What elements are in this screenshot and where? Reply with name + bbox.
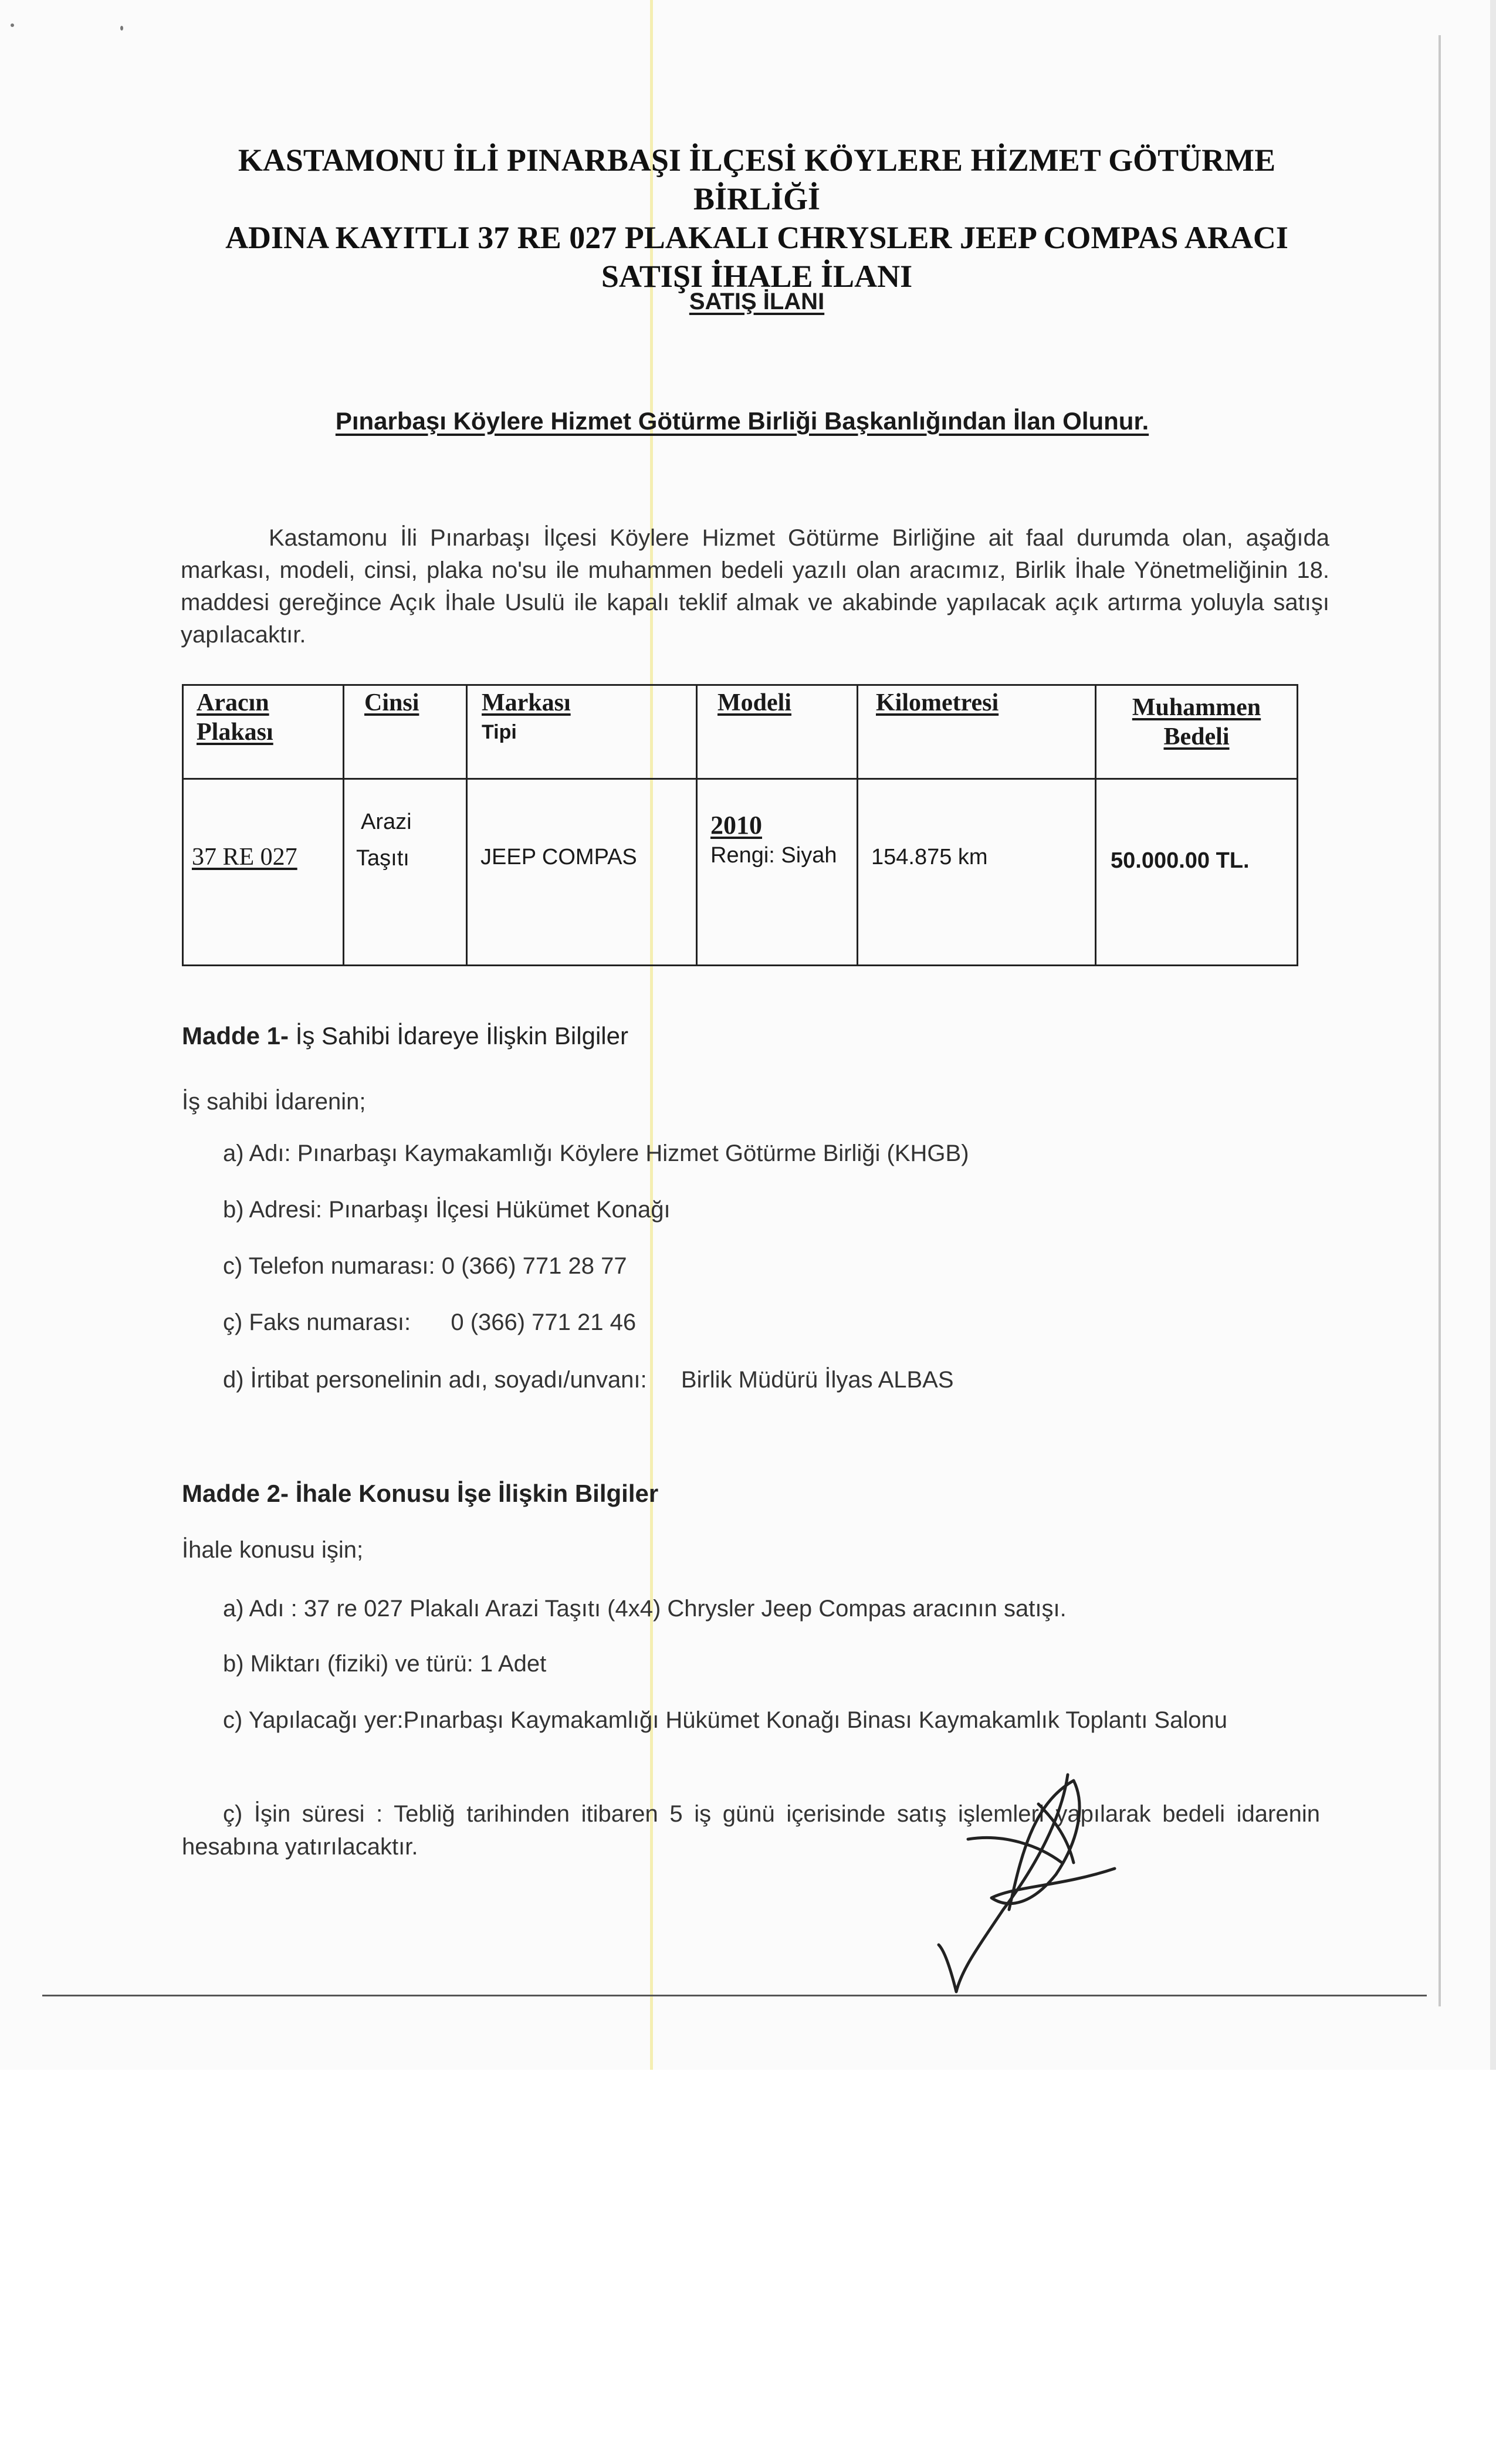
intro-paragraph bbox=[181, 522, 1329, 651]
cell-price bbox=[1096, 779, 1298, 966]
header-km bbox=[858, 685, 1096, 779]
cell-brand bbox=[467, 779, 697, 966]
fax-label: ç) Faks numarası: bbox=[223, 1309, 411, 1335]
madde2-item-a: a) Adı : 37 re 027 Plakalı Arazi Taşıtı (4x4) Chrysler Jeep Compas aracının satışı. bbox=[223, 1596, 1067, 1622]
page-edge-shadow bbox=[1490, 0, 1496, 2070]
madde1-lead: İş sahibi İdarenin; bbox=[182, 1089, 366, 1115]
brand-value: JEEP COMPAS bbox=[480, 845, 637, 869]
header-model-label: Modeli bbox=[717, 689, 791, 716]
fax-value: 0 (366) 771 21 46 bbox=[451, 1309, 637, 1335]
madde2-item-cc: ç) İşin süresi : Tebliğ tarihinden itibaren 5 iş günü içerisinde satış işlemleri yapılarak bedeli idarenin hesabına yatırılacaktır. bbox=[182, 1801, 1320, 1860]
madde1-heading bbox=[182, 1022, 628, 1050]
type-line1: Arazi bbox=[361, 810, 412, 834]
title-line-1: KASTAMONU İLİ PINARBAŞI İLÇESİ KÖYLERE HİZMET GÖTÜRME BİRLİĞİ bbox=[238, 143, 1276, 216]
madde1-item-a: a) Adı: Pınarbaşı Kaymakamlığı Köylere Hizmet Götürme Birliği (KHGB) bbox=[223, 1140, 969, 1166]
madde1-item-cc bbox=[223, 1309, 636, 1336]
madde2-item-b: b) Miktarı (fiziki) ve türü: 1 Adet bbox=[223, 1651, 547, 1677]
header-type bbox=[344, 685, 467, 779]
header-plate bbox=[183, 685, 344, 779]
type-line2: Taşıtı bbox=[356, 846, 409, 871]
table-header-row bbox=[183, 685, 1298, 779]
price-value: 50.000.00 TL. bbox=[1111, 848, 1250, 873]
madde1-title: İş Sahibi İdareye İlişkin Bilgiler bbox=[295, 1022, 628, 1050]
contact-value: Birlik Müdürü İlyas ALBAS bbox=[681, 1367, 954, 1393]
plate-value: 37 RE 027 bbox=[192, 844, 297, 871]
signature-icon bbox=[921, 1769, 1144, 2003]
header-type-label: Cinsi bbox=[364, 689, 419, 716]
madde2-lead: İhale konusu işin; bbox=[182, 1537, 364, 1563]
madde2-heading: Madde 2- İhale Konusu İşe İlişkin Bilgiler bbox=[182, 1480, 659, 1507]
contact-label: d) İrtibat personelinin adı, soyadı/unvanı: bbox=[223, 1367, 647, 1393]
madde1-item-c: c) Telefon numarası: 0 (366) 771 28 77 bbox=[223, 1253, 627, 1279]
scan-speck bbox=[11, 23, 14, 27]
cell-type bbox=[344, 779, 467, 966]
intro-text: Kastamonu İli Pınarbaşı İlçesi Köylere Hizmet Götürme Birliğine ait faal durumda olan, aşağıda markası, modeli, cinsi, plaka no'su ile muhammen bedeli yazılı olan aracımız, Birlik İhale Yönetmeliğinin 18. maddesi gereğince Açık İhale Usulü ile kapalı teklif almak ve akabinde yapılacak açık artırma yoluyla satışı yapılacaktır. bbox=[181, 525, 1329, 648]
header-brand bbox=[467, 685, 697, 779]
model-year: 2010 bbox=[710, 811, 762, 840]
header-km-label: Kilometresi bbox=[876, 689, 999, 716]
title-line-2: ADINA KAYITLI 37 RE 027 PLAKALI CHRYSLER JEEP COMPAS ARACI bbox=[225, 220, 1288, 255]
title-line-3: SATIŞI İHALE İLANI bbox=[601, 259, 913, 294]
madde1-label: Madde 1- bbox=[182, 1022, 289, 1050]
table-row bbox=[183, 779, 1298, 966]
header-plate-line2: Plakası bbox=[197, 719, 273, 746]
header-plate-line1: Aracın bbox=[197, 689, 269, 716]
cell-plate bbox=[183, 779, 344, 966]
model-color: Rengi: Siyah bbox=[710, 843, 837, 868]
bottom-rule bbox=[42, 1995, 1427, 1996]
document-title bbox=[194, 141, 1320, 296]
header-brand-label: Markası bbox=[482, 689, 571, 716]
header-brand-sub: Tipi bbox=[482, 721, 517, 743]
header-price-line2: Bedeli bbox=[1163, 723, 1230, 750]
madde2-item-c: c) Yapılacağı yer:Pınarbaşı Kaymakamlığı Hükümet Konağı Binası Kaymakamlık Toplantı Salonu bbox=[223, 1707, 1227, 1733]
page-edge-line bbox=[1439, 35, 1441, 2006]
header-price-line1: Muhammen bbox=[1132, 694, 1261, 721]
cell-km bbox=[858, 779, 1096, 966]
madde1-item-b: b) Adresi: Pınarbaşı İlçesi Hükümet Konağı bbox=[223, 1197, 671, 1223]
header-model bbox=[697, 685, 858, 779]
announcement-heading: Pınarbaşı Köylere Hizmet Götürme Birliği Başkanlığından İlan Olunur. bbox=[335, 407, 1149, 435]
cell-model bbox=[697, 779, 858, 966]
sale-notice-heading: SATIŞ İLANI bbox=[689, 289, 825, 314]
madde1-item-d bbox=[223, 1367, 954, 1393]
km-value: 154.875 km bbox=[871, 845, 988, 869]
scan-speck bbox=[120, 26, 123, 31]
vehicle-table bbox=[182, 684, 1298, 966]
header-price bbox=[1096, 685, 1298, 779]
